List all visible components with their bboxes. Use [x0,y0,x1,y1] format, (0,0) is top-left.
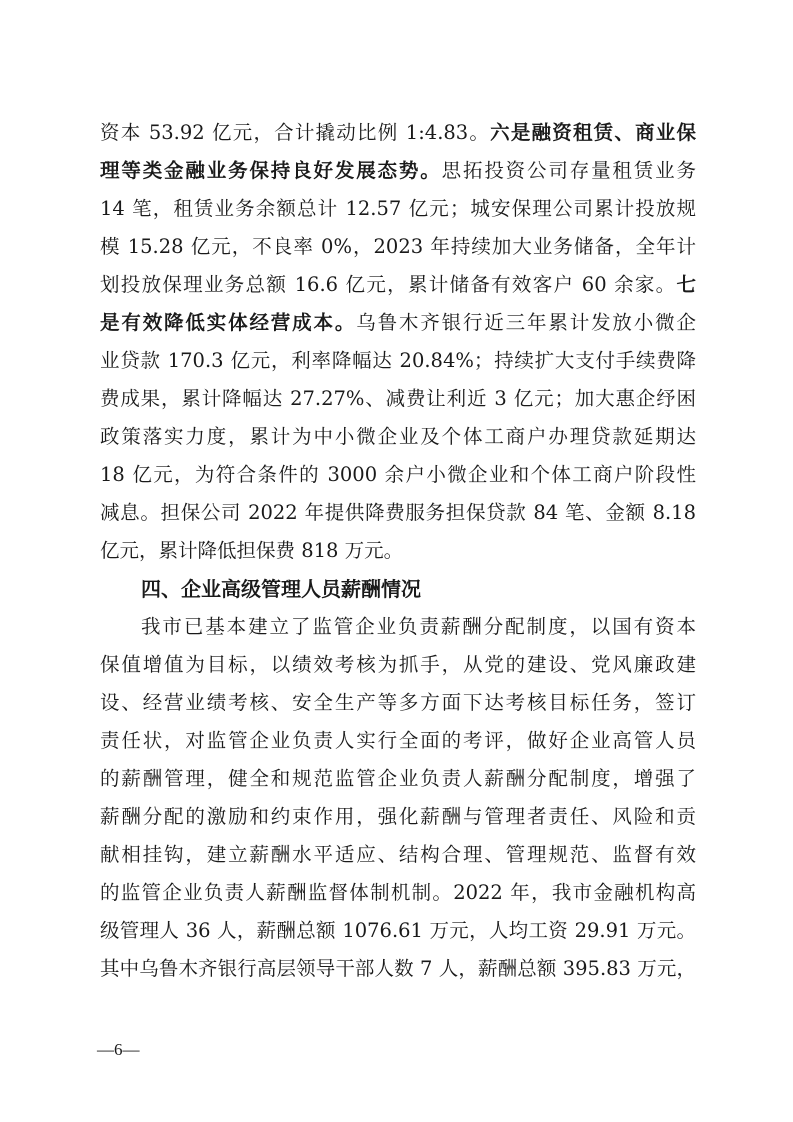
text-line: 业贷款 170.3 亿元，利率降幅达 20.84%；持续扩大支付手续费降 [100,349,696,372]
text-line: 其中乌鲁木齐银行高层领导干部人数 7 人，薪酬总额 395.83 万元， [100,957,696,980]
emphasis-segment: 六是融资租赁、商业保 [490,121,696,144]
section-heading: 四、企业高级管理人员薪酬情况 [141,577,421,601]
text-line [100,152,696,190]
text-line: 我市已基本建立了监管企业负责薪酬分配制度，以国有资本 [141,615,696,638]
emphasis-segment: 理等类金融业务保持良好发展态势。 [100,159,442,182]
text-line: 减息。担保公司 2022 年提供降费服务担保贷款 84 笔、金额 8.18 [100,501,696,524]
text-segment: 资本 53.92 亿元，合计撬动比例 1:4.83。 [100,121,491,144]
text-line: 级管理人 36 人，薪酬总额 1076.61 万元，人均工资 29.91 万元。 [100,919,696,942]
emphasis-segment: 是有效降低实体经营成本。 [100,311,357,334]
text-segment: 思拓投资公司存量租赁业务 [441,159,696,182]
text-line: 保值增值为目标，以绩效考核为抓手，从党的建设、党风廉政建 [100,653,696,676]
text-segment: 乌鲁木齐银行近三年累计发放小微企 [356,311,696,334]
text-line: 责任状，对监管企业负责人实行全面的考评，做好企业高管人员 [100,729,696,752]
text-segment: 划投放保理业务总额 16.6 亿元，累计储备有效客户 60 余家。 [100,273,677,296]
text-line [100,304,696,342]
emphasis-segment: 七 [676,273,696,296]
text-line: 献相挂钩，建立薪酬水平适应、结构合理、管理规范、监督有效 [100,843,696,866]
text-line: 亿元，累计降低担保费 818 万元。 [100,539,404,562]
text-line: 14 笔，租赁业务余额总计 12.57 亿元；城安保理公司累计投放规 [100,197,696,220]
text-line [100,114,696,152]
text-line: 模 15.28 亿元，不良率 0%，2023 年持续加大业务储备，全年计 [100,235,696,258]
text-line: 18 亿元，为符合条件的 3000 余户小微企业和个体工商户阶段性 [100,463,696,486]
text-line: 的薪酬管理，健全和规范监管企业负责人薪酬分配制度，增强了 [100,767,696,790]
text-line: 的监管企业负责人薪酬监督体制机制。2022 年，我市金融机构高 [100,881,696,904]
page-number: —6— [97,1040,140,1059]
text-line: 设、经营业绩考核、安全生产等多方面下达考核目标任务，签订 [100,691,696,714]
text-line: 政策落实力度，累计为中小微企业及个体工商户办理贷款延期达 [100,425,696,448]
text-line: 费成果，累计降幅达 27.27%、减费让利近 3 亿元；加大惠企纾困 [100,387,696,410]
text-line [100,266,696,304]
text-line: 薪酬分配的激励和约束作用，强化薪酬与管理者责任、风险和贡 [100,805,696,828]
